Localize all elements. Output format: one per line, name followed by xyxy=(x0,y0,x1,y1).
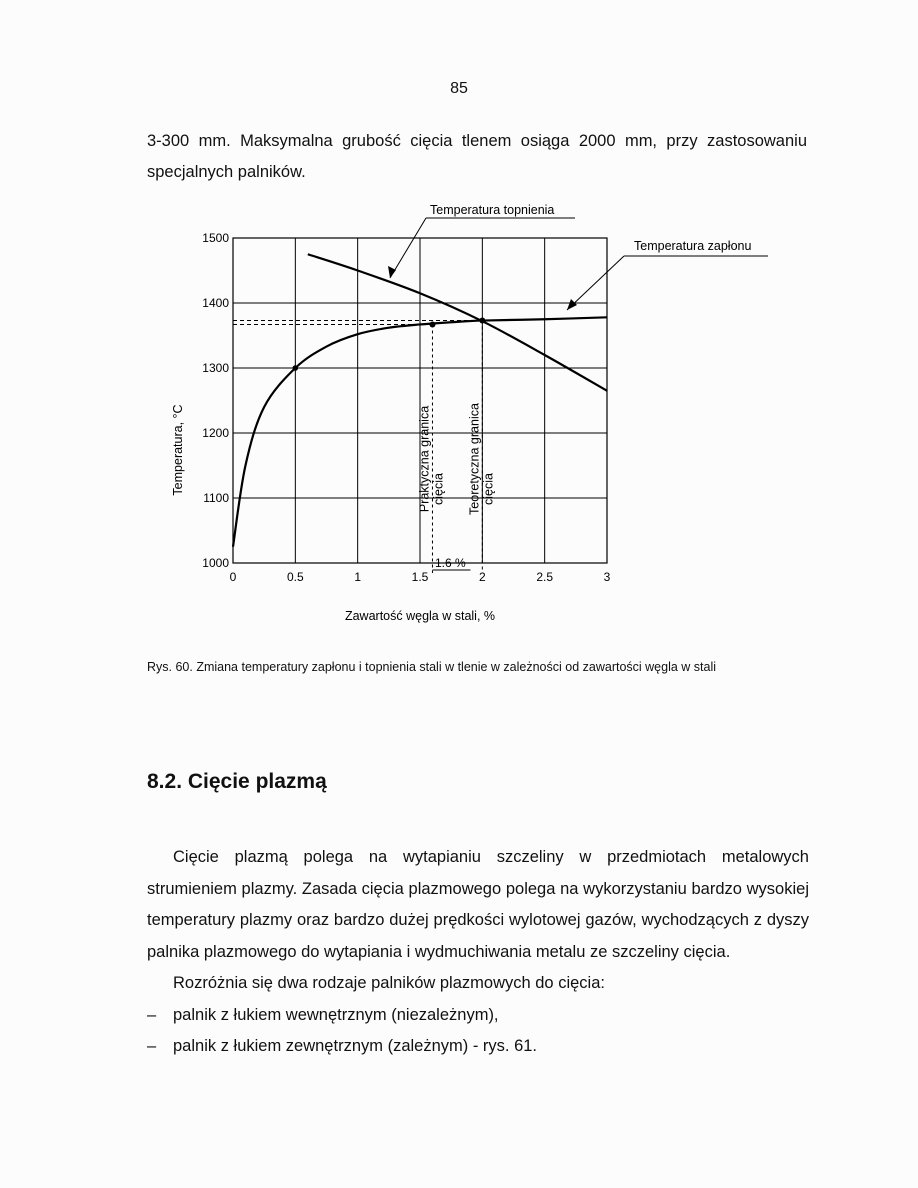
reference-label-line: cięcia xyxy=(481,473,496,505)
melting-arrowhead xyxy=(388,266,396,278)
y-tick-label: 1500 xyxy=(202,231,229,245)
list-item: – palnik z łukiem zewnętrznym (zależnym) - rys. 61. xyxy=(147,1031,809,1063)
reference-point-marker xyxy=(429,321,435,327)
ignition-label-leader xyxy=(567,256,624,310)
y-axis-label: Temperatura, °C xyxy=(171,404,185,496)
reference-label-line: cięcia xyxy=(431,473,446,505)
figure-caption: Rys. 60. Zmiana temperatury zapłonu i topnienia stali w tlenie w zależności od zawartości węgla w stali xyxy=(147,660,717,674)
melting-label-leader xyxy=(390,218,426,278)
ignition-point-marker xyxy=(293,365,299,371)
reference-line-label xyxy=(467,403,495,515)
grid-lines xyxy=(233,238,607,563)
reference-label-line: Teoretyczna granica xyxy=(467,403,482,515)
ignition-arrowhead xyxy=(567,299,577,310)
torch-types-list xyxy=(147,1000,809,1063)
temperature-chart xyxy=(150,195,800,635)
x-tick-label: 2.5 xyxy=(536,570,554,584)
x-axis-label: Zawartość węgla w stali, % xyxy=(344,609,496,623)
x-tick-label: 2 xyxy=(478,570,486,584)
page-number: 85 xyxy=(450,80,468,97)
practical-limit-value: 1.6 % xyxy=(435,556,466,570)
x-tick-label: 3 xyxy=(603,570,611,584)
section-body xyxy=(147,842,809,1063)
intro-paragraph: 3-300 mm. Maksymalna grubość cięcia tlenem osiąga 2000 mm, przy zastosowaniu specjalnych palników. xyxy=(147,132,807,181)
paragraph-plasma-cutting: Cięcie plazmą polega na wytapianiu szczeliny w przedmiotach metalowych strumieniem plazmy. Zasada cięcia plazmowego polega na wykorzystaniu bardzo wysokiej temperatury plazmy oraz bardzo dużej prędkości wylotowej gazów, wychodzących z dyszy palnika plazmowego do wytapiania i wydmuchiwania metalu ze szczeliny cięcia. xyxy=(147,848,809,961)
figure-60 xyxy=(150,195,800,635)
reference-label-line: Praktyczna granica xyxy=(417,405,432,513)
melting-temperature-label: Temperatura topnienia xyxy=(430,203,555,217)
x-tick-label: 1 xyxy=(354,570,362,584)
x-tick-label: 1.5 xyxy=(411,570,429,584)
y-tick-label: 1400 xyxy=(202,296,229,310)
ignition-temperature-label: Temperatura zapłonu xyxy=(634,239,752,253)
y-tick-label: 1200 xyxy=(202,426,229,440)
reference-lines xyxy=(233,318,495,573)
paragraph-torch-types: Rozróżnia się dwa rodzaje palników plazmowych do cięcia: xyxy=(173,974,605,992)
reference-point-marker xyxy=(479,318,485,324)
list-item: – palnik z łukiem wewnętrznym (niezależnym), xyxy=(147,1000,809,1032)
section-heading: 8.2. Cięcie plazmą xyxy=(147,770,327,793)
y-tick-label: 1000 xyxy=(202,556,229,570)
reference-line-label xyxy=(417,406,445,512)
x-tick-label: 0.5 xyxy=(286,570,304,584)
y-tick-label: 1300 xyxy=(202,361,229,375)
x-tick-label: 0 xyxy=(229,570,237,584)
y-tick-label: 1100 xyxy=(203,491,229,505)
